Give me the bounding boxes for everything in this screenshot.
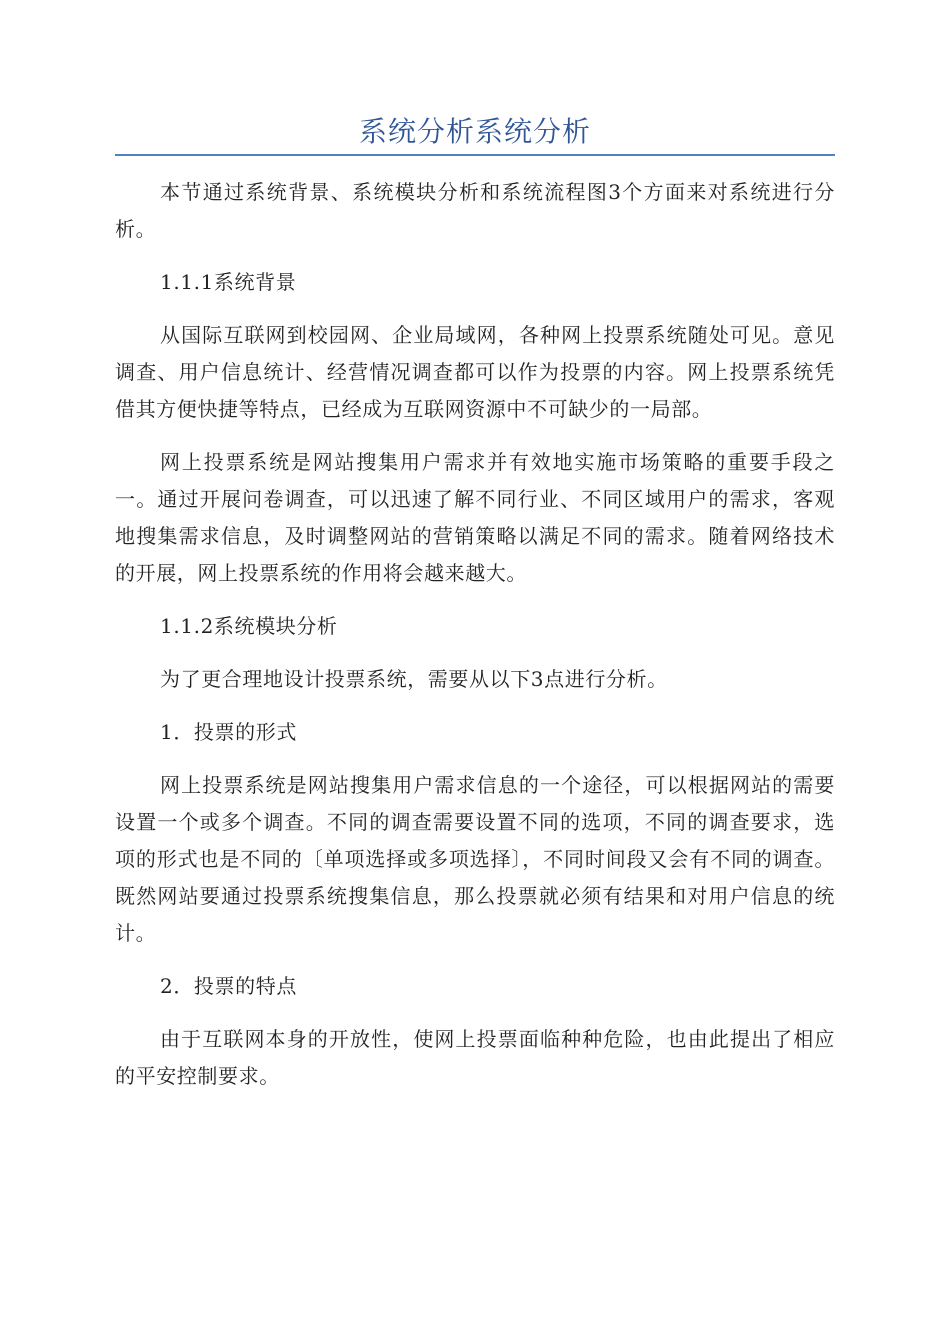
background-paragraph-1: 从国际互联网到校园网、企业局域网，各种网上投票系统随处可见。意见调查、用户信息统计、经营情况调查都可以作为投票的内容。网上投票系统凭借其方便快捷等特点，已经成为互联网资源中不可缺少的一局部。 <box>115 323 835 421</box>
background-paragraph-2: 网上投票系统是网站搜集用户需求并有效地实施市场策略的重要手段之一。通过开展问卷调查，可以迅速了解不同行业、不同区域用户的需求，客观地搜集需求信息，及时调整网站的营销策略以满足不同的需求。随着网络技术的开展，网上投票系统的作用将会越来越大。 <box>115 450 835 585</box>
voting-features-paragraph: 由于互联网本身的开放性，使网上投票面临种种危险，也由此提出了相应的平安控制要求。 <box>115 1027 835 1088</box>
section-heading-module-analysis: 1.1.2系统模块分析 <box>160 614 338 638</box>
title-block <box>115 108 835 156</box>
document-body <box>115 174 835 1095</box>
section-heading-background: 1.1.1系统背景 <box>160 270 297 294</box>
document-title: 系统分析系统分析 <box>358 115 591 148</box>
subheading-voting-form: 1．投票的形式 <box>160 720 297 744</box>
analysis-intro-paragraph: 为了更合理地设计投票系统，需要从以下3点进行分析。 <box>160 667 668 691</box>
subheading-voting-features: 2．投票的特点 <box>160 974 297 998</box>
intro-paragraph: 本节通过系统背景、系统模块分析和系统流程图3个方面来对系统进行分析。 <box>115 180 835 241</box>
voting-form-paragraph: 网上投票系统是网站搜集用户需求信息的一个途径，可以根据网站的需要设置一个或多个调查。不同的调查需要设置不同的选项，不同的调查要求，选项的形式也是不同的〔单项选择或多项选择〕，不同时间段又会有不同的调查。既然网站要通过投票系统搜集信息，那么投票就必须有结果和对用户信息的统计。 <box>115 773 835 945</box>
